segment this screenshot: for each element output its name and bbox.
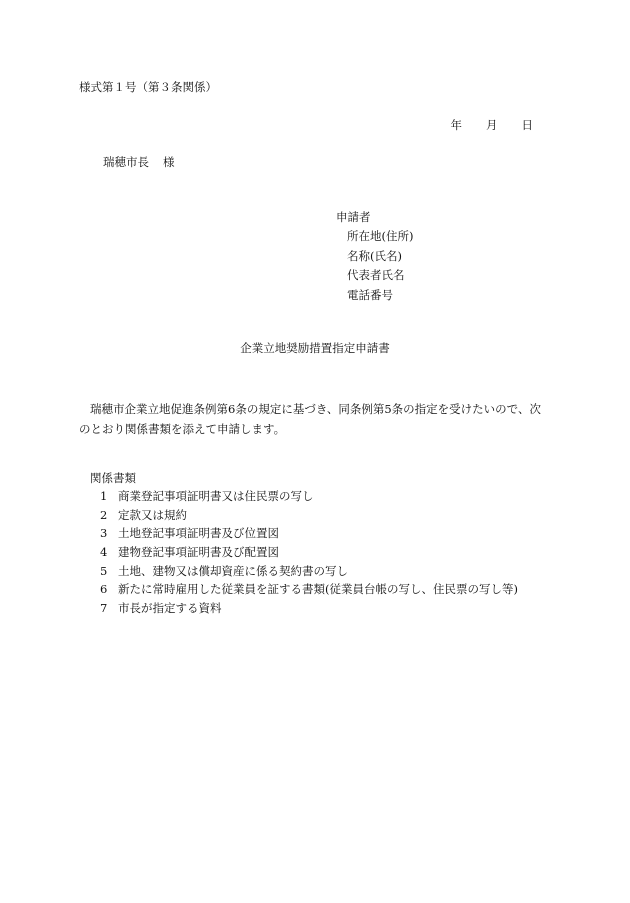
- addressee: [103, 157, 175, 169]
- day-label: 日: [521, 118, 533, 132]
- applicant-name-label: 名称(氏名): [347, 248, 402, 263]
- list-item-number: 3: [100, 526, 108, 541]
- addressee-honorific: 様: [163, 155, 175, 169]
- applicant-address-label: 所在地(住所): [347, 229, 414, 243]
- list-item-number: 6: [100, 582, 108, 597]
- list-item-text: 土地、建物又は償却資産に係る契約書の写し: [118, 563, 348, 578]
- list-item-number: 2: [100, 507, 108, 522]
- list-item-text: 市長が指定する資料: [118, 601, 222, 616]
- documents-list: [100, 491, 518, 622]
- list-item: [100, 603, 518, 622]
- list-item-number: 5: [100, 563, 108, 578]
- list-item-number: 7: [100, 601, 108, 616]
- list-item-number: 4: [100, 545, 108, 560]
- body-paragraph: 瑞穂市企業立地促進条例第6条の規定に基づき、同条例第5条の指定を受けたいので、次のとおり関係書類を添えて申請します。: [79, 402, 541, 436]
- applicant-representative-label: 代表者氏名: [347, 268, 405, 282]
- list-item-text: 新たに常時雇用した従業員を証する書類(従業員台帳の写し、住民票の写し等): [118, 582, 518, 597]
- date-line: [451, 120, 534, 132]
- list-item-number: 1: [100, 489, 108, 503]
- addressee-name: 瑞穂市長: [103, 155, 149, 169]
- applicant-heading: 申請者: [336, 210, 371, 224]
- list-item-text: 土地登記事項証明書及び位置図: [118, 526, 279, 541]
- form-number: 様式第１号（第３条関係）: [79, 80, 217, 94]
- list-item-text: 商業登記事項証明書又は住民票の写し: [118, 489, 314, 503]
- month-label: 月: [486, 118, 498, 132]
- document-title: 企業立地奨励措置指定申請書: [240, 341, 390, 355]
- list-item-text: 建物登記事項証明書及び配置図: [118, 545, 279, 560]
- applicant-phone-label: 電話番号: [347, 287, 393, 302]
- applicant-fields: [347, 231, 413, 309]
- year-label: 年: [450, 118, 462, 132]
- documents-heading: 関係書類: [90, 471, 136, 485]
- list-item-text: 定款又は規約: [118, 507, 187, 522]
